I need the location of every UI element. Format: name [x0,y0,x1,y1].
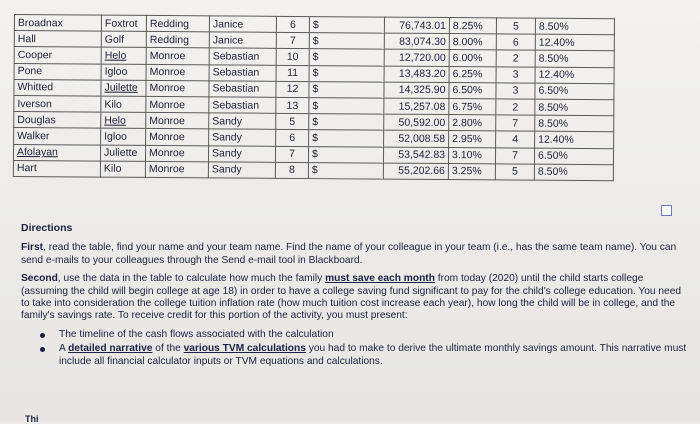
team-cell: Helo [101,47,146,64]
amount-cell: 14,325.90 [384,82,449,99]
contact-cell: Janice [209,16,276,33]
savings-rate-cell: 8.50% [535,115,614,132]
contact-cell: Sebastian [209,97,276,114]
team-cell: Igloo [101,64,146,81]
savings-rate-cell: 8.50% [535,18,614,35]
amount-cell: 12,720.00 [384,49,449,66]
number-cell: 11 [276,65,309,81]
directions-section [21,222,689,370]
bullet-text-c: you had to make to derive the ultimate monthly savings amount. This narrative must include all financial calculator inputs or TVM equations and calculations. [59,343,687,367]
number-cell: 8 [275,162,308,178]
number-cell: 6 [276,130,309,146]
checkbox[interactable] [661,205,672,216]
contact-cell: Sandy [208,162,275,179]
currency-cell: $ [309,17,384,34]
surname-cell: Iverson [14,95,101,112]
savings-rate-cell: 6.50% [534,148,613,165]
number-cell: 7 [276,33,309,49]
rate-cell: 6.00% [449,50,496,67]
number-cell: 12 [276,81,309,97]
list-item [21,329,689,341]
city-cell: Monroe [145,145,208,162]
team-cell: Foxtrot [101,15,146,32]
savings-rate-cell: 6.50% [535,83,614,100]
rate-cell: 3.25% [448,163,495,180]
contact-cell: Sandy [208,145,275,162]
surname-cell: Cooper [14,47,101,64]
rate-cell: 6.75% [449,98,496,115]
currency-cell: $ [309,65,384,82]
surname-cell: Walker [14,128,101,145]
savings-rate-cell: 8.50% [534,164,613,181]
rate-cell: 8.25% [449,18,496,35]
cutoff-text: Thi [25,414,39,424]
count-cell: 6 [496,34,535,50]
student-data-table [13,14,615,181]
contact-cell: Sebastian [209,48,276,65]
bullet-text-a: A [59,343,69,355]
currency-cell: $ [309,49,384,66]
city-cell: Monroe [145,161,208,178]
amount-cell: 76,743.01 [384,17,449,34]
count-cell: 4 [496,131,535,147]
count-cell: 7 [496,115,535,131]
city-cell: Monroe [146,80,209,97]
count-cell: 5 [495,164,534,180]
contact-cell: Janice [209,32,276,49]
amount-cell: 15,257.08 [384,98,449,115]
savings-rate-cell: 12.40% [535,34,614,51]
second-text-a: , use the data in the table to calculate how much the family [57,273,326,285]
city-cell: Monroe [146,113,209,130]
amount-cell: 53,542.83 [383,147,448,164]
number-cell: 10 [276,49,309,65]
team-cell: Juliette [100,145,145,162]
team-cell: Kilo [101,96,146,113]
contact-cell: Sandy [209,113,276,130]
directions-heading: Directions [21,222,73,234]
team-cell: Igloo [101,128,146,145]
requirements-list [21,329,689,368]
number-cell: 5 [276,113,309,129]
city-cell: Monroe [146,64,209,81]
second-text-b: from today (2020) until the child starts college (assuming the child will begin college at age 18) in order to have a college saving fund significant to pay for the child's college education. You need to take into consideration the college tuition inflation rate (how much tuition cost increase each year), how long the child will be in college, and the family's savings rate. To receive credit for this portion of the activity, you must present: [21,273,682,322]
count-cell: 3 [496,83,535,99]
amount-cell: 50,592.00 [384,114,449,131]
bullet-emphasis-1: detailed narrative [68,343,153,355]
currency-cell: $ [308,162,383,179]
directions-second-paragraph [21,273,689,323]
bullet-text-b: of the [152,343,184,355]
number-cell: 6 [276,16,309,32]
amount-cell: 55,202.66 [383,163,448,180]
bullet-text: The timeline of the cash flows associated with the calculation [59,328,334,340]
count-cell: 7 [495,147,534,163]
first-text: , read the table, find your name and your team name. Find the name of your colleague in your team (i.e., has the same team name). You can send e-mails to your colleagues through the Send e-mail tool in Blackboard. [21,242,677,266]
list-item [21,343,689,368]
city-cell: Monroe [146,48,209,65]
savings-rate-cell: 8.50% [535,99,614,116]
savings-rate-cell: 12.40% [535,131,614,148]
city-cell: Monroe [146,129,209,146]
rate-cell: 3.10% [448,147,495,164]
currency-cell: $ [309,33,384,50]
amount-cell: 52,008.58 [384,130,449,147]
currency-cell: $ [309,97,384,114]
second-emphasis: must save each month [325,273,435,285]
currency-cell: $ [309,81,384,98]
rate-cell: 6.25% [449,66,496,83]
amount-cell: 13,483.20 [384,66,449,83]
bullet-emphasis-2: various TVM calculations [183,343,306,355]
number-cell: 7 [275,146,308,162]
table-row [13,160,613,180]
count-cell: 2 [496,99,535,115]
savings-rate-cell: 8.50% [535,51,614,68]
rate-cell: 2.80% [449,115,496,132]
surname-cell: Pone [14,63,101,80]
number-cell: 13 [276,97,309,113]
contact-cell: Sebastian [209,64,276,81]
second-lead: Second [21,273,58,285]
currency-cell: $ [309,114,384,131]
currency-cell: $ [308,146,383,163]
surname-cell: Hall [14,31,101,48]
count-cell: 2 [496,50,535,66]
rate-cell: 8.00% [449,34,496,51]
surname-cell: Afolayan [13,144,100,161]
surname-cell: Douglas [14,112,101,129]
contact-cell: Sandy [209,129,276,146]
team-cell: Golf [101,31,146,48]
city-cell: Redding [146,32,209,49]
city-cell: Redding [146,15,209,32]
contact-cell: Sebastian [209,81,276,98]
team-cell: Juilette [101,80,146,97]
rate-cell: 2.95% [449,131,496,148]
currency-cell: $ [309,130,384,147]
surname-cell: Broadnax [14,15,101,32]
city-cell: Monroe [146,96,209,113]
surname-cell: Whitted [14,79,101,96]
directions-first-paragraph [21,242,689,267]
count-cell: 3 [496,66,535,82]
savings-rate-cell: 12.40% [535,67,614,84]
bullet-icon [40,333,45,338]
bullet-icon [40,347,45,352]
team-cell: Kilo [100,161,145,178]
first-lead: First [21,242,44,254]
rate-cell: 6.50% [449,82,496,99]
count-cell: 5 [496,18,535,34]
surname-cell: Hart [13,160,100,177]
team-cell: Helo [101,112,146,129]
amount-cell: 83,074.30 [384,33,449,50]
